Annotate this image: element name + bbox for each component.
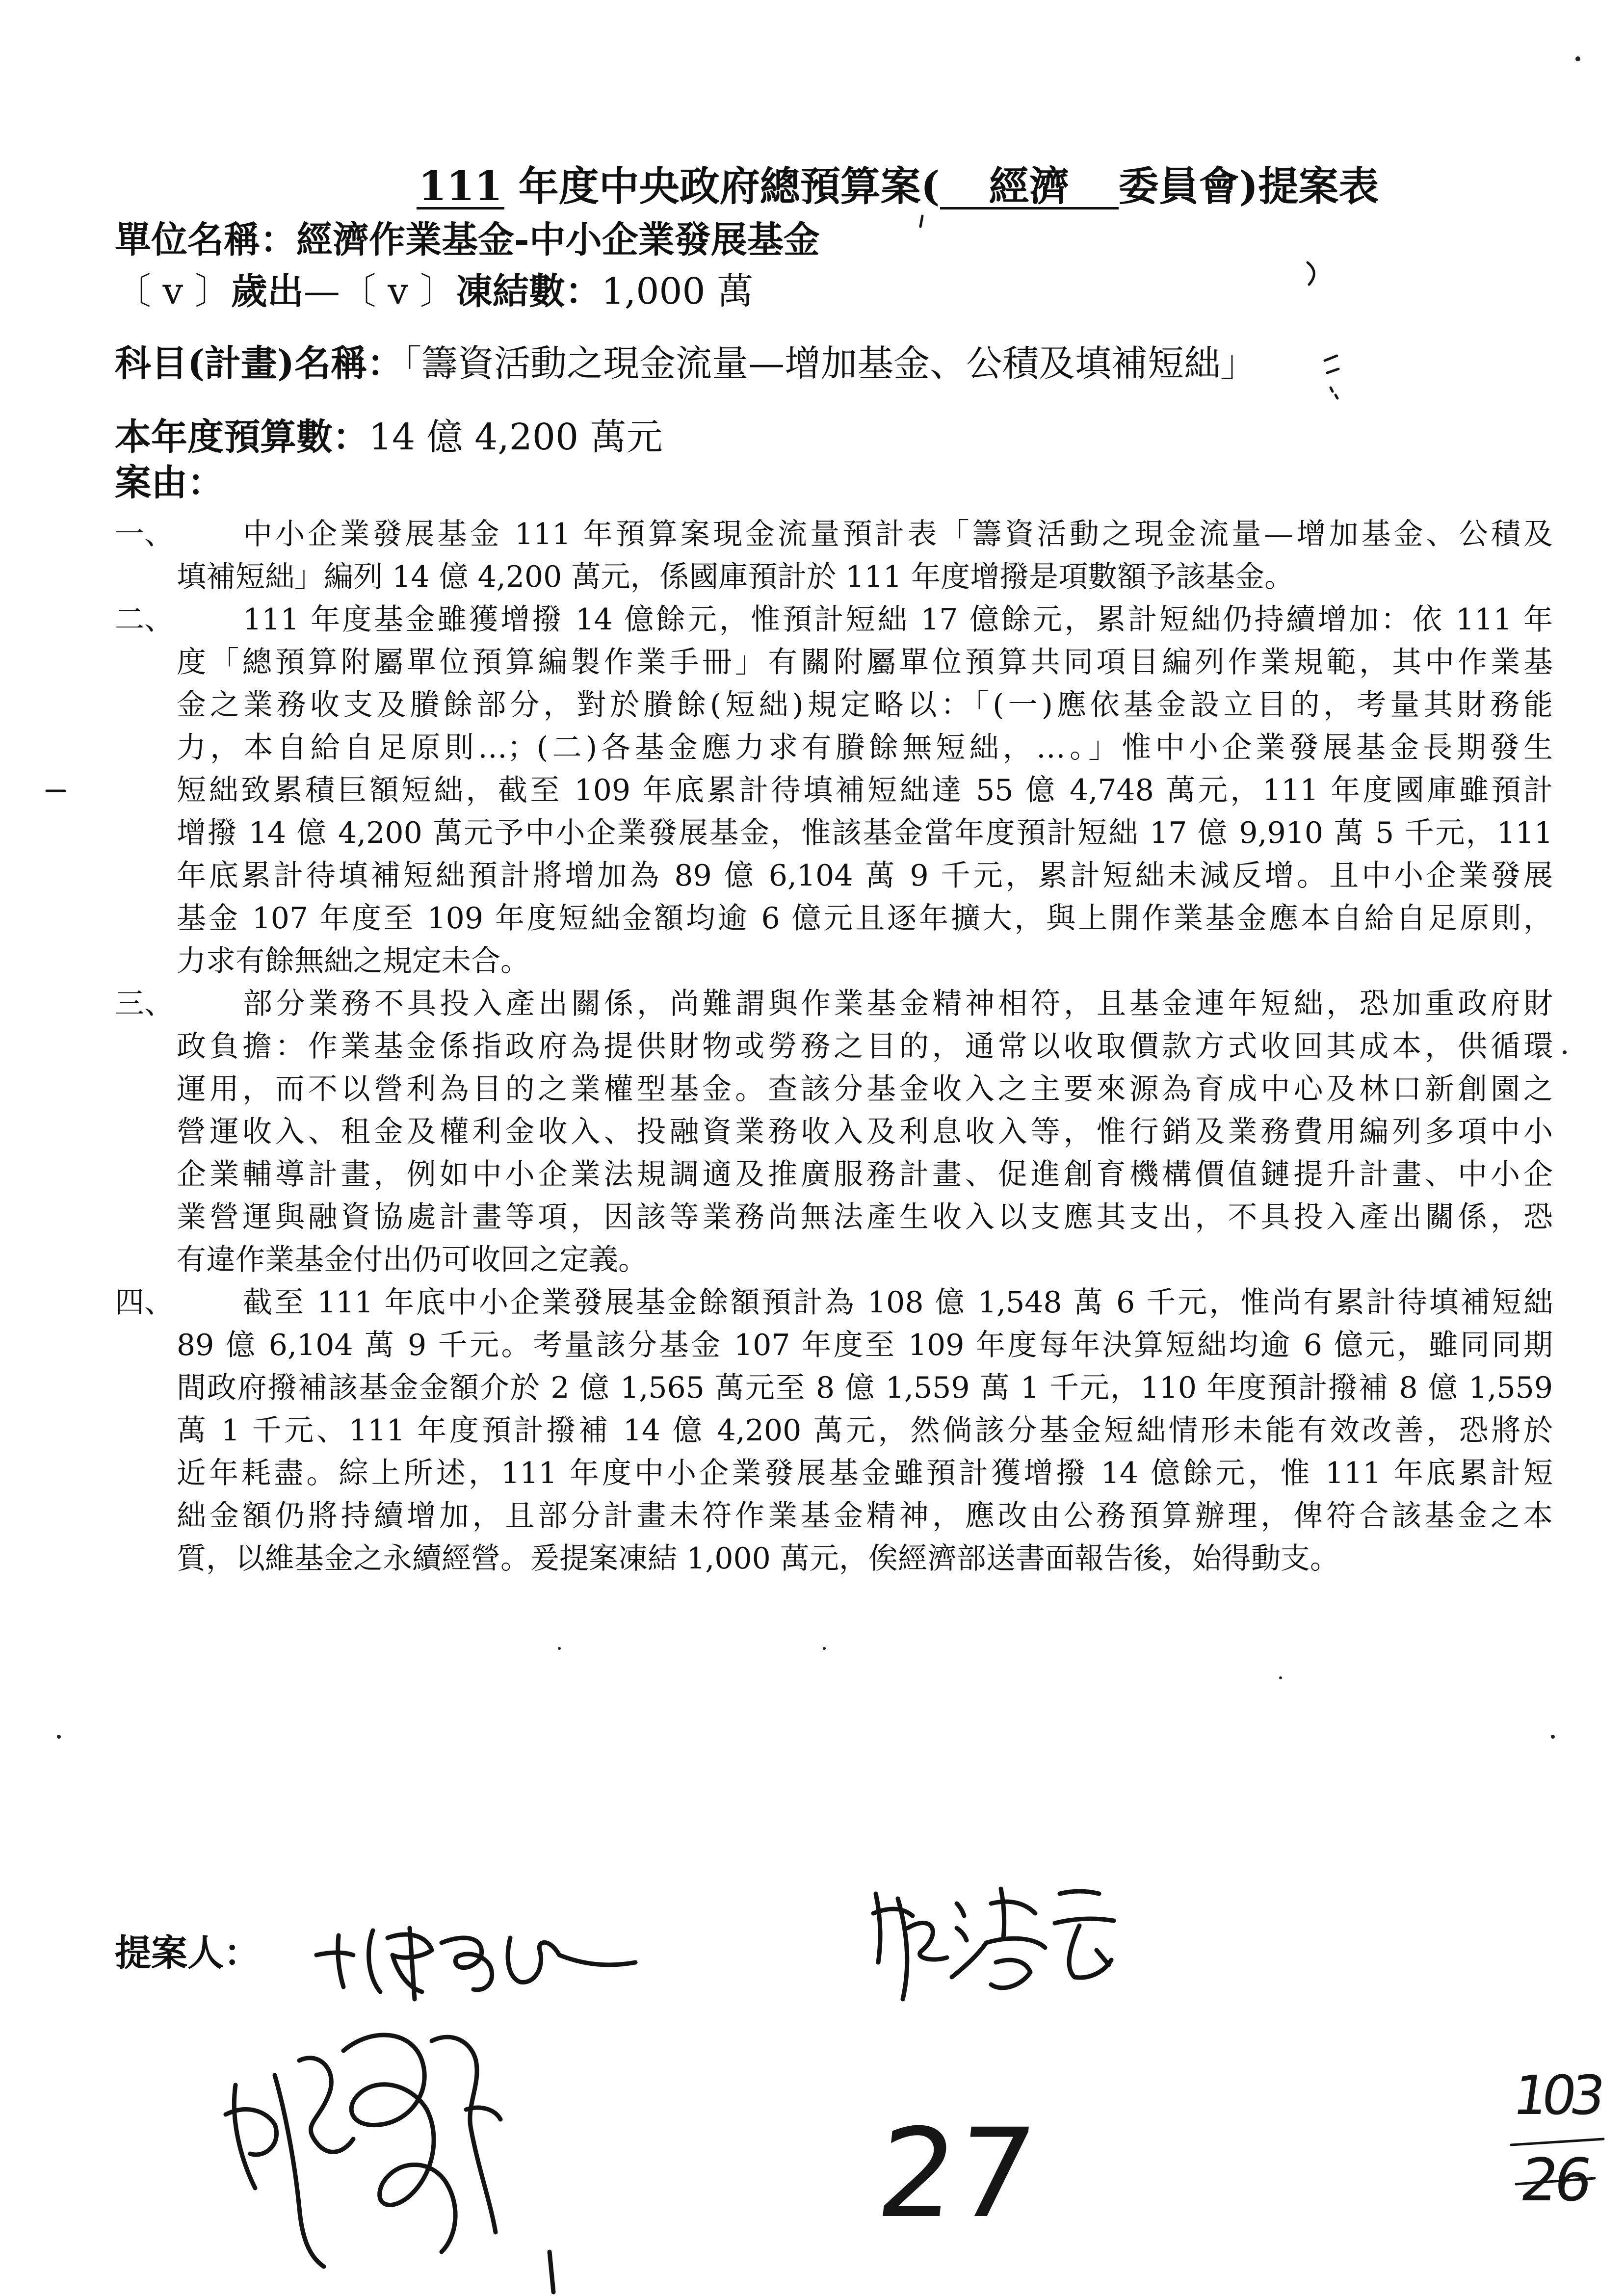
title-text-after: 委員會)提案表 bbox=[1118, 163, 1379, 210]
row-separator: — bbox=[303, 270, 340, 313]
signature-stroke bbox=[991, 1902, 1035, 1913]
signature-stroke bbox=[316, 1953, 353, 1955]
unit-name-row bbox=[115, 218, 820, 262]
reason-3-line: 業營運與融資協處計畫等項，因該等業務尚無法產生收入以支應其支出，不具投入產出關係，恐 bbox=[177, 1200, 1553, 1234]
budget-item-label: 科目(計畫)名稱： bbox=[115, 342, 404, 385]
reason-2-line: 金之業務收支及賸餘部分，對於賸餘(短絀)規定略以：「(一)應依基金設立目的，考量其財務能 bbox=[177, 688, 1553, 722]
signature-stroke bbox=[908, 1923, 947, 1959]
unit-name-value: 經濟作業基金-中小企業發展基金 bbox=[296, 219, 820, 261]
freeze-label: 凍結數： bbox=[456, 270, 602, 313]
signature-stroke bbox=[299, 2058, 353, 2152]
signature-stroke bbox=[369, 1931, 380, 1992]
signature-stroke bbox=[898, 1899, 907, 1999]
signature-stroke bbox=[991, 1960, 1030, 1988]
freeze-amount: 1,000 萬 bbox=[601, 270, 754, 313]
reason-4-line: 質，以維基金之永續經營。爰提案凍結 1,000 萬元，俟經濟部送書面報告後，始得動支。 bbox=[177, 1541, 1339, 1576]
reason-2-line: 力，本自給自足原則…；(二)各基金應力求有賸餘無短絀，…。」惟中小企業發展基金長期發生 bbox=[177, 731, 1553, 765]
reason-heading: 案由： bbox=[115, 462, 224, 504]
signature-stroke bbox=[957, 1904, 964, 1916]
reason-4-line: 近年耗盡。綜上所述，111 年度中小企業發展基金雖預計獲增撥 14 億餘元，惟 111 年底累計短 bbox=[177, 1456, 1553, 1490]
reason-4-line: 萬 1 千元、111 年度預計撥補 14 億 4,200 萬元，然倘該分基金短絀情形未能有效改善，恐將於 bbox=[177, 1413, 1553, 1448]
reason-4 bbox=[115, 1281, 1553, 1580]
signature-stroke bbox=[1069, 1926, 1111, 1978]
signature-stroke bbox=[466, 2108, 500, 2119]
reason-3-marker: 三、 bbox=[115, 987, 174, 1021]
signature-2 bbox=[873, 1889, 1114, 1999]
annual-budget-label: 本年度預算數： bbox=[115, 416, 369, 458]
scan-speck bbox=[57, 1735, 61, 1739]
unit-name-label: 單位名稱： bbox=[115, 219, 296, 261]
reason-2-marker: 二、 bbox=[115, 602, 174, 637]
signature-stroke bbox=[873, 1909, 913, 1916]
signature-stroke bbox=[234, 2085, 255, 2188]
title-committee: 經濟 bbox=[940, 166, 1119, 209]
signature-stroke bbox=[338, 1935, 343, 1987]
signature-stroke bbox=[343, 2035, 455, 2252]
reason-3-line: 企業輔導計畫，例如中小企業法規調適及推廣服務計畫、促進創育機構價值鏈提升計畫、中小企 bbox=[177, 1157, 1553, 1192]
handwritten-page-number: 27 bbox=[870, 2102, 1042, 2245]
reason-3-line: 運用，而不以營利為目的之業權型基金。查該分基金收入之主要來源為育成中心及林口新創園之 bbox=[177, 1072, 1553, 1106]
reason-3 bbox=[115, 983, 1553, 1281]
signature-stroke bbox=[432, 2037, 496, 2232]
budget-item-row bbox=[115, 341, 1257, 386]
signature-stroke bbox=[275, 2075, 324, 2267]
reason-1-marker: 一、 bbox=[115, 517, 174, 551]
reason-1-line: 填補短絀」編列 14 億 4,200 萬元，係國庫預計於 111 年度增撥是項數額予該基金。 bbox=[177, 560, 1294, 594]
reason-3-line: 營運收入、租金及權利金收入、投融資業務收入及利息收入等，惟行銷及業務費用編列多項中小 bbox=[177, 1115, 1553, 1149]
reason-2-line: 基金 107 年度至 109 年度短絀金額均逾 6 億元且逐年擴大，與上開作業基金應本自給自足原則， bbox=[177, 901, 1553, 936]
signature-stroke bbox=[1055, 1919, 1114, 1923]
handwritten-annotation-bottom: 26 bbox=[1516, 2146, 1593, 2215]
budget-item-value: 「籌資活動之現金流量—增加基金、公積及填補短絀」 bbox=[403, 342, 1257, 385]
expense-label: 歲出 bbox=[231, 270, 304, 313]
stray-mark bbox=[1325, 356, 1338, 398]
signature-stroke bbox=[1001, 1889, 1004, 1938]
handwritten-annotation-top: 103 bbox=[1509, 2064, 1603, 2127]
title-text-before: 年度中央政府總預算案( bbox=[504, 163, 940, 210]
stray-mark bbox=[1308, 262, 1314, 285]
reason-4-marker: 四、 bbox=[115, 1285, 174, 1320]
signature-stroke bbox=[952, 1943, 986, 1977]
page-title bbox=[417, 162, 1379, 211]
title-year: 111 bbox=[417, 166, 504, 209]
reason-2-line: 年底累計待填補短絀預計將增加為 89 億 6,104 萬 9 千元，累計短絀未減反增。且中小企業發展 bbox=[177, 859, 1553, 893]
signature-stroke bbox=[986, 1938, 1045, 1948]
reason-2 bbox=[115, 599, 1553, 983]
scan-speck bbox=[1551, 1735, 1555, 1739]
signature-stroke bbox=[442, 1938, 492, 1990]
reason-4-line: 89 億 6,104 萬 9 千元。考量該分基金 107 年度至 109 年度每年決算短絀均逾 6 億元，雖同同期 bbox=[177, 1328, 1553, 1362]
scan-speck bbox=[823, 1647, 826, 1650]
reason-4-line: 絀金額仍將持續增加，且部分計畫未符作業基金精神，應改由公務預算辦理，俾符合該基金之本 bbox=[177, 1499, 1553, 1533]
reason-2-line: 力求有餘無絀之規定未合。 bbox=[177, 944, 530, 978]
reason-3-line: 有違作業基金付出仍可收回之定義。 bbox=[177, 1243, 648, 1277]
reason-4-line: 截至 111 年底中小企業發展基金餘額預計為 108 億 1,548 萬 6 千元，惟尚有累計待填補短絀 bbox=[243, 1285, 1553, 1320]
reason-4-line: 間政府撥補該基金金額介於 2 億 1,565 萬元至 8 億 1,559 萬 1 千元，110 年度預計撥補 8 億 1,559 bbox=[177, 1371, 1553, 1405]
reason-2-line: 度「總預算附屬單位預算編製作業手冊」有關附屬單位預算共同項目編列作業規範，其中作業基 bbox=[177, 645, 1553, 679]
proposer-label: 提案人： bbox=[115, 1932, 260, 1974]
signature-stroke bbox=[508, 1938, 635, 1982]
expense-freeze-row bbox=[115, 269, 753, 313]
reason-3-line: 部分業務不具投入產出關係，尚難謂與作業基金精神相符，且基金連年短絀，恐加重政府財 bbox=[243, 987, 1553, 1021]
signature-stroke bbox=[388, 1934, 432, 1992]
scan-speck bbox=[1279, 1676, 1282, 1679]
expense-checkbox-mark: 〔 v 〕 bbox=[115, 270, 231, 313]
signature-stroke bbox=[226, 2110, 277, 2155]
signature-stroke bbox=[1060, 1891, 1099, 1894]
annual-budget-value: 14 億 4,200 萬元 bbox=[369, 416, 663, 458]
scan-speck bbox=[1575, 56, 1580, 61]
signature-stroke bbox=[410, 1928, 415, 1999]
reasons-body bbox=[115, 513, 1553, 1580]
signature-stroke bbox=[957, 1928, 967, 1940]
reason-1-line: 中小企業發展基金 111 年預算案現金流量預計表「籌資活動之現金流量—增加基金、公積及 bbox=[243, 517, 1553, 551]
signature-stroke bbox=[550, 2252, 553, 2292]
reason-2-line: 111 年度基金雖獲增撥 14 億餘元，惟預計短絀 17 億餘元，累計短絀仍持續增加：依 111 年 bbox=[243, 602, 1553, 637]
signature-1 bbox=[316, 1928, 635, 1999]
scan-speck bbox=[558, 1647, 561, 1650]
reason-2-line: 增撥 14 億 4,200 萬元予中小企業發展基金，惟該基金當年度預計短絀 17 億 9,910 萬 5 千元，111 bbox=[177, 816, 1553, 850]
signature-stroke bbox=[1097, 1950, 1109, 1965]
fraction-line bbox=[1511, 2139, 1603, 2145]
stray-mark bbox=[920, 216, 922, 227]
freeze-checkbox-mark: 〔 v 〕 bbox=[340, 270, 456, 313]
signature-stroke bbox=[876, 1894, 880, 1962]
reason-2-line: 短絀致累積巨額短絀，截至 109 年底累計待填補短絀達 55 億 4,748 萬元，111 年度國庫雖預計 bbox=[177, 773, 1553, 808]
scan-speck bbox=[1563, 1050, 1567, 1054]
reason-3-line: 政負擔：作業基金係指政府為提供財物或勞務之目的，通常以收取價款方式收回其成本，供循環 bbox=[177, 1029, 1553, 1064]
reason-1 bbox=[115, 513, 1553, 599]
signature-3 bbox=[226, 2035, 553, 2292]
annual-budget-row bbox=[115, 415, 663, 459]
